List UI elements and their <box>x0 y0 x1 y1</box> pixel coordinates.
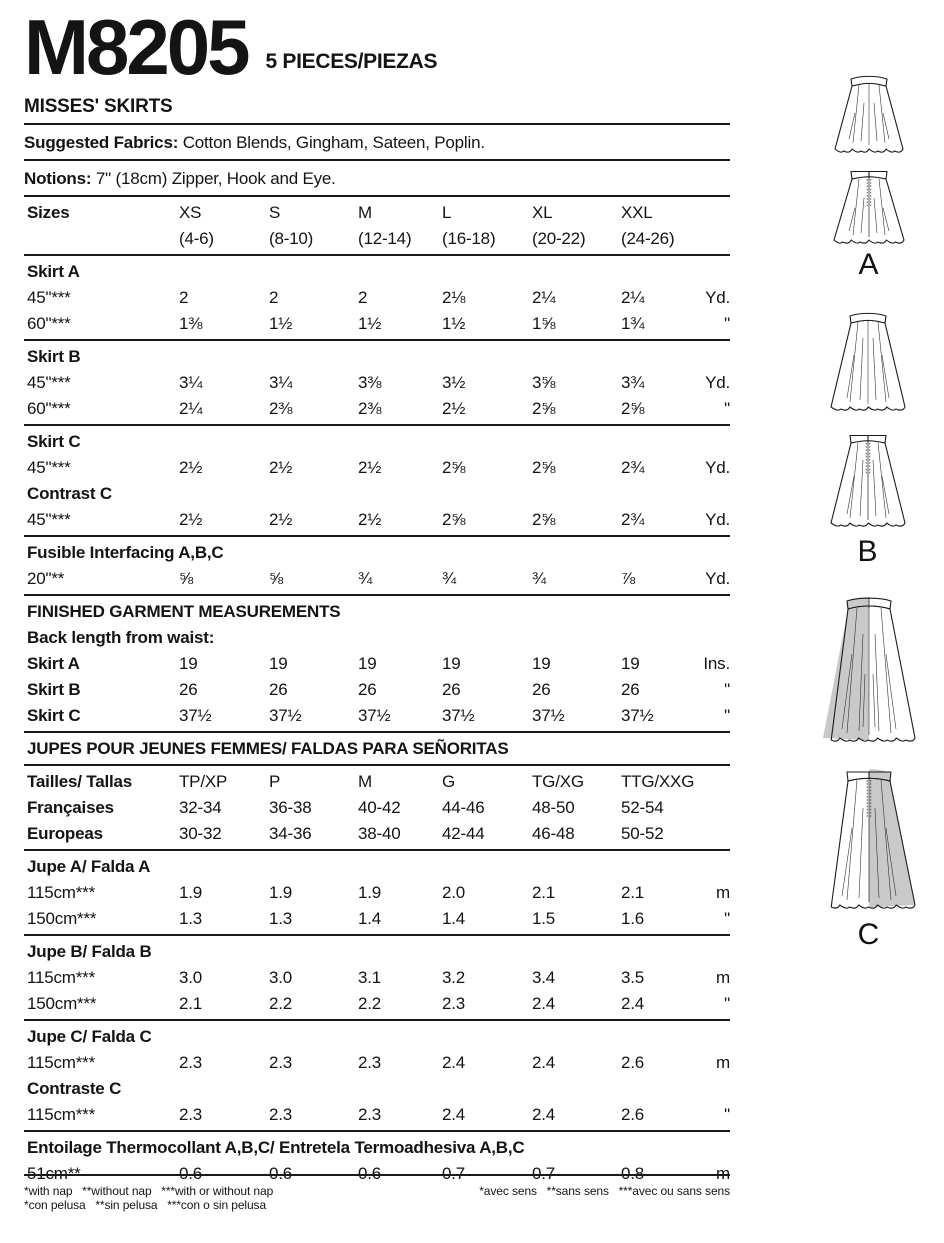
skirt-a-back-illustration <box>825 166 913 252</box>
value-cell: 30-32 <box>179 823 222 843</box>
value-cell: 19 <box>179 653 198 673</box>
value-cell: 34-36 <box>269 823 312 843</box>
value-cell: 2.0 <box>442 882 466 902</box>
suggested-fabrics-line <box>24 128 730 157</box>
divider-rule <box>24 159 730 161</box>
row-label: 115cm*** <box>27 1052 96 1072</box>
unit-cell: m <box>716 967 730 987</box>
value-cell: 2¼ <box>532 287 556 307</box>
value-cell: XXL <box>621 202 653 222</box>
table-row <box>24 1050 730 1076</box>
section-header-row: JUPES POUR JEUNES FEMMES/ FALDAS PARA SEÑORITAS <box>27 738 509 758</box>
value-cell: 26 <box>179 679 198 699</box>
notions-line <box>24 164 730 193</box>
table-row <box>24 311 730 337</box>
section-header-row: Skirt A <box>27 261 80 281</box>
value-cell: 2.6 <box>621 1052 645 1072</box>
table-row <box>24 200 730 226</box>
table-row <box>24 226 730 252</box>
value-cell: ¾ <box>442 568 456 588</box>
value-cell: 1.4 <box>358 908 382 928</box>
divider-rule <box>24 195 730 197</box>
notions-text: 7" (18cm) Zipper, Hook and Eye. <box>91 168 336 188</box>
table-row <box>24 769 730 795</box>
value-cell: M <box>358 202 372 222</box>
value-cell: 2⅝ <box>532 509 556 529</box>
value-cell: XS <box>179 202 202 222</box>
skirt-b-front-illustration <box>823 310 913 420</box>
value-cell: 48-50 <box>532 797 575 817</box>
row-label: 115cm*** <box>27 1104 96 1124</box>
skirt-a-front-illustration <box>827 73 911 161</box>
table-row <box>24 880 730 906</box>
value-cell: (24-26) <box>621 228 675 248</box>
value-cell: 37½ <box>358 705 391 725</box>
footnote-line-1 <box>24 1184 730 1198</box>
value-cell: (12-14) <box>358 228 412 248</box>
row-label: 45"*** <box>27 287 71 307</box>
value-cell: 19 <box>269 653 288 673</box>
value-cell: 40-42 <box>358 797 401 817</box>
value-cell: 2.4 <box>532 993 556 1013</box>
divider-rule <box>24 731 730 733</box>
value-cell: 2⅝ <box>621 398 645 418</box>
row-label: 115cm*** <box>27 967 96 987</box>
value-cell: 2.3 <box>358 1052 382 1072</box>
view-b-label: B <box>857 535 879 568</box>
unit-cell: Yd. <box>705 568 730 588</box>
value-cell: 2½ <box>269 457 293 477</box>
value-cell: 37½ <box>269 705 302 725</box>
value-cell: 1.5 <box>532 908 556 928</box>
table-row <box>24 651 730 677</box>
value-cell: 1½ <box>269 313 293 333</box>
value-cell: 0.6 <box>269 1163 293 1183</box>
table-row <box>24 507 730 533</box>
row-label: Tailles/ Tallas <box>27 771 133 791</box>
value-cell: 2⅛ <box>442 287 466 307</box>
unit-cell: " <box>724 705 730 725</box>
table-row <box>24 795 730 821</box>
value-cell: 1.4 <box>442 908 466 928</box>
row-label: 45"*** <box>27 372 71 392</box>
value-cell: ⅝ <box>269 568 283 588</box>
value-cell: 1.9 <box>358 882 382 902</box>
row-label: Europeas <box>27 823 103 843</box>
value-cell: (8-10) <box>269 228 314 248</box>
value-cell: 2⅜ <box>358 398 382 418</box>
value-cell: 37½ <box>532 705 565 725</box>
table-row <box>24 703 730 729</box>
unit-cell: " <box>724 908 730 928</box>
row-label: 150cm*** <box>27 993 97 1013</box>
value-cell: 2 <box>269 287 279 307</box>
value-cell: ⅞ <box>621 568 635 588</box>
value-cell: 1½ <box>358 313 382 333</box>
value-cell: 2.4 <box>532 1052 556 1072</box>
unit-cell: m <box>716 882 730 902</box>
divider-rule <box>24 424 730 426</box>
value-cell: 26 <box>621 679 640 699</box>
view-a-label: A <box>858 248 880 281</box>
value-cell: (16-18) <box>442 228 496 248</box>
value-cell: P <box>269 771 281 791</box>
unit-cell: Yd. <box>705 509 730 529</box>
value-cell: S <box>269 202 281 222</box>
row-label: 51cm** <box>27 1163 81 1183</box>
value-cell: 26 <box>358 679 377 699</box>
value-cell: 37½ <box>179 705 212 725</box>
value-cell: 0.6 <box>358 1163 382 1183</box>
unit-cell: " <box>724 1104 730 1124</box>
row-label: 60"*** <box>27 313 71 333</box>
value-cell: 3.2 <box>442 967 466 987</box>
value-cell: 2.3 <box>269 1104 293 1124</box>
value-cell: XL <box>532 202 553 222</box>
divider-rule <box>24 1130 730 1132</box>
value-cell: 2½ <box>358 509 382 529</box>
product-title: MISSES' SKIRTS <box>24 95 173 117</box>
value-cell: 2⅝ <box>532 457 556 477</box>
value-cell: 2⅝ <box>532 398 556 418</box>
value-cell: 36-38 <box>269 797 312 817</box>
value-cell: 1.6 <box>621 908 645 928</box>
divider-rule <box>24 764 730 766</box>
section-header-row: Skirt B <box>27 346 81 366</box>
main-column <box>24 3 730 1187</box>
value-cell: 19 <box>442 653 461 673</box>
section-header-row: Contraste C <box>27 1078 122 1098</box>
table-row <box>24 991 730 1017</box>
table-row <box>24 677 730 703</box>
row-label: Skirt A <box>27 653 80 673</box>
value-cell: 2.1 <box>621 882 645 902</box>
value-cell: 3⅝ <box>532 372 556 392</box>
value-cell: L <box>442 202 452 222</box>
value-cell: 0.6 <box>179 1163 203 1183</box>
section-header-row: Jupe A/ Falda A <box>27 856 151 876</box>
section-header-row: Fusible Interfacing A,B,C <box>27 542 224 562</box>
table-row <box>24 566 730 592</box>
value-cell: 2¾ <box>621 457 645 477</box>
table-row <box>24 455 730 481</box>
value-cell: M <box>358 771 372 791</box>
value-cell: 3.4 <box>532 967 556 987</box>
row-label: Skirt C <box>27 705 81 725</box>
row-label: 20"** <box>27 568 65 588</box>
value-cell: ¾ <box>532 568 546 588</box>
value-cell: 2⅝ <box>442 457 466 477</box>
divider-rule <box>24 123 730 125</box>
value-cell: 3¼ <box>179 372 203 392</box>
skirt-c-back-illustration <box>814 766 924 922</box>
value-cell: 2.1 <box>532 882 556 902</box>
value-cell: 2.4 <box>442 1052 466 1072</box>
value-cell: 2½ <box>358 457 382 477</box>
value-cell: 19 <box>358 653 377 673</box>
value-cell: 0.7 <box>532 1163 556 1183</box>
divider-rule <box>24 339 730 341</box>
skirt-c-front-illustration <box>814 594 924 755</box>
value-cell: 2½ <box>179 509 203 529</box>
suggested-fabrics-text: Cotton Blends, Gingham, Sateen, Poplin. <box>178 132 485 152</box>
divider-rule <box>24 849 730 851</box>
value-cell: ⅝ <box>179 568 193 588</box>
value-cell: 38-40 <box>358 823 401 843</box>
value-cell: TP/XP <box>179 771 228 791</box>
row-label: 150cm*** <box>27 908 97 928</box>
unit-cell: Yd. <box>705 287 730 307</box>
row-label: 60"*** <box>27 398 71 418</box>
value-cell: 0.7 <box>442 1163 466 1183</box>
unit-cell: " <box>724 679 730 699</box>
value-cell: 1.3 <box>269 908 293 928</box>
brand-row <box>24 3 730 91</box>
value-cell: 26 <box>442 679 461 699</box>
table-row <box>24 1102 730 1128</box>
section-header-row: Entoilage Thermocollant A,B,C/ Entretela Termoadhesiva A,B,C <box>27 1137 525 1157</box>
value-cell: 2¾ <box>621 509 645 529</box>
divider-rule <box>24 1019 730 1021</box>
row-label: Skirt B <box>27 679 81 699</box>
value-cell: 2.3 <box>269 1052 293 1072</box>
unit-cell: Ins. <box>703 653 730 673</box>
value-cell: 2.3 <box>358 1104 382 1124</box>
value-cell: 2¼ <box>621 287 645 307</box>
value-cell: G <box>442 771 456 791</box>
value-cell: 2½ <box>442 398 466 418</box>
view-c-label: C <box>857 918 881 951</box>
value-cell: ¾ <box>358 568 372 588</box>
value-cell: 2⅝ <box>442 509 466 529</box>
yardage-table <box>24 200 730 1187</box>
section-header-row: Jupe B/ Falda B <box>27 941 152 961</box>
value-cell: 3.1 <box>358 967 382 987</box>
value-cell: 44-46 <box>442 797 485 817</box>
value-cell: 2.2 <box>269 993 293 1013</box>
unit-cell: Yd. <box>705 372 730 392</box>
value-cell: 52-54 <box>621 797 664 817</box>
value-cell: 1.9 <box>179 882 203 902</box>
table-row <box>24 370 730 396</box>
value-cell: 2.4 <box>532 1104 556 1124</box>
unit-cell: Yd. <box>705 457 730 477</box>
value-cell: 1¾ <box>621 313 645 333</box>
value-cell: 3¾ <box>621 372 645 392</box>
value-cell: TTG/XXG <box>621 771 695 791</box>
value-cell: 2.4 <box>442 1104 466 1124</box>
value-cell: 1⅝ <box>532 313 556 333</box>
value-cell: 2½ <box>269 509 293 529</box>
value-cell: 2¼ <box>179 398 203 418</box>
value-cell: 1⅜ <box>179 313 203 333</box>
value-cell: 2.2 <box>358 993 382 1013</box>
divider-rule <box>24 535 730 537</box>
divider-rule <box>24 934 730 936</box>
value-cell: 2.4 <box>621 993 645 1013</box>
value-cell: 37½ <box>621 705 654 725</box>
divider-rule <box>24 254 730 256</box>
row-label: 45"*** <box>27 509 71 529</box>
footnote-spanish: *con pelusa **sin pelusa ***con o sin pelusa <box>24 1198 267 1212</box>
value-cell: 26 <box>269 679 288 699</box>
suggested-fabrics-label: Suggested Fabrics: <box>24 132 179 152</box>
section-header-row: Skirt C <box>27 431 81 451</box>
value-cell: 1.9 <box>269 882 293 902</box>
footnotes <box>24 1172 730 1212</box>
pieces-count: 5 PIECES/PIEZAS <box>265 49 438 73</box>
value-cell: 42-44 <box>442 823 485 843</box>
row-label: Françaises <box>27 797 114 817</box>
value-cell: 2.1 <box>179 993 203 1013</box>
value-cell: 32-34 <box>179 797 222 817</box>
value-cell: 2.3 <box>442 993 466 1013</box>
pattern-number: M8205 <box>24 3 248 91</box>
value-cell: 37½ <box>442 705 475 725</box>
row-label: 45"*** <box>27 457 71 477</box>
divider-rule <box>24 594 730 596</box>
value-cell: 2 <box>179 287 189 307</box>
value-cell: (4-6) <box>179 228 214 248</box>
value-cell: 2⅜ <box>269 398 293 418</box>
value-cell: 3.5 <box>621 967 645 987</box>
footnote-rule <box>24 1174 730 1176</box>
value-cell: 3.0 <box>269 967 293 987</box>
unit-cell: m <box>716 1163 730 1183</box>
value-cell: 1½ <box>442 313 466 333</box>
table-row <box>24 965 730 991</box>
footnote-english: *with nap **without nap ***with or without nap <box>24 1184 274 1198</box>
value-cell: 2.3 <box>179 1052 203 1072</box>
value-cell: 1.3 <box>179 908 203 928</box>
table-row <box>24 821 730 847</box>
value-cell: 3½ <box>442 372 466 392</box>
value-cell: 3.0 <box>179 967 203 987</box>
value-cell: 2.6 <box>621 1104 645 1124</box>
notions-label: Notions: <box>24 168 92 188</box>
row-label: Sizes <box>27 202 70 222</box>
unit-cell: " <box>724 313 730 333</box>
table-row <box>24 396 730 422</box>
value-cell: TG/XG <box>532 771 584 791</box>
value-cell: 26 <box>532 679 551 699</box>
table-row <box>24 906 730 932</box>
section-header-row: FINISHED GARMENT MEASUREMENTS <box>27 601 341 621</box>
unit-cell: m <box>716 1052 730 1072</box>
value-cell: 19 <box>621 653 640 673</box>
value-cell: (20-22) <box>532 228 586 248</box>
value-cell: 3¼ <box>269 372 293 392</box>
value-cell: 46-48 <box>532 823 575 843</box>
footnote-french: *avec sens **sans sens ***avec ou sans sens <box>479 1184 730 1198</box>
skirt-b-back-illustration <box>823 430 913 535</box>
value-cell: 2.3 <box>179 1104 203 1124</box>
row-label: 115cm*** <box>27 882 96 902</box>
section-header-row: Jupe C/ Falda C <box>27 1026 152 1046</box>
section-header-row: Back length from waist: <box>27 627 215 647</box>
value-cell: 2 <box>358 287 368 307</box>
value-cell: 2½ <box>179 457 203 477</box>
value-cell: 3⅜ <box>358 372 382 392</box>
value-cell: 50-52 <box>621 823 664 843</box>
unit-cell: " <box>724 398 730 418</box>
table-row <box>24 285 730 311</box>
unit-cell: " <box>724 993 730 1013</box>
value-cell: 19 <box>532 653 551 673</box>
section-header-row: Contrast C <box>27 483 112 503</box>
value-cell: 0.8 <box>621 1163 645 1183</box>
